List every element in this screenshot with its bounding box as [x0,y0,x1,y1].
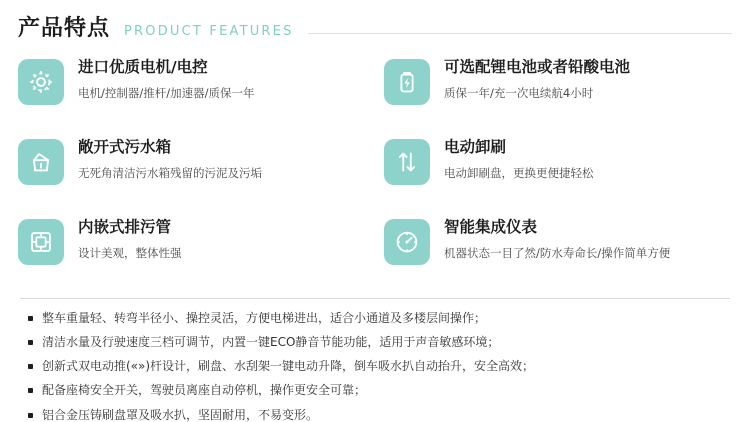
list-item: 创新式双电动推(«»)杆设计，刷盘、水刮架一键电动升降，倒车吸水扒自动抬升，安全高效； [28,359,732,374]
page-subtitle: PRODUCT FEATURES [124,25,294,38]
feature-item [18,136,366,208]
feature-description: 质保一年/充一次电续航4小时 [444,86,630,101]
feature-text [78,216,182,261]
feature-description: 电机/控制器/推杆/加速器/质保一年 [78,86,255,101]
feature-description: 设计美观，整体性强 [78,246,182,261]
feature-title: 内嵌式排污管 [78,218,182,237]
section-header [18,14,732,44]
gear-icon [18,59,64,105]
feature-text [444,56,630,101]
feature-item [18,56,366,128]
up-down-arrows-icon [384,139,430,185]
feature-title: 电动卸刷 [444,138,594,157]
section-divider [20,298,730,299]
list-item: 铝合金压铸刷盘罩及吸水扒，坚固耐用，不易变形。 [28,408,732,422]
battery-icon [384,59,430,105]
features-grid [18,56,732,288]
feature-title: 进口优质电机/电控 [78,58,255,77]
header-divider-line [308,33,732,34]
feature-item [384,56,732,128]
feature-text [444,216,670,261]
list-item: 清洁水量及行驶速度三档可调节，内置一键ECO静音节能功能，适用于声音敏感环境； [28,335,732,350]
open-tank-icon [18,139,64,185]
feature-description: 电动卸刷盘，更换更便捷轻松 [444,166,594,181]
feature-description: 机器状态一目了然/防水寿命长/操作简单方便 [444,246,670,261]
feature-title: 智能集成仪表 [444,218,670,237]
feature-text [78,136,262,181]
list-item: 配备座椅安全开关，驾驶员离座自动停机，操作更安全可靠； [28,383,732,398]
list-item: 整车重量轻、转弯半径小、操控灵活，方便电梯进出，适合小通道及多楼层间操作； [28,311,732,326]
spec-bullet-list [18,311,732,422]
gauge-icon [384,219,430,265]
feature-text [444,136,594,181]
feature-text [78,56,255,101]
feature-title: 敞开式污水箱 [78,138,262,157]
feature-description: 无死角清洁污水箱残留的污泥及污垢 [78,166,262,181]
feature-item [384,216,732,288]
feature-item [18,216,366,288]
feature-title: 可选配锂电池或者铅酸电池 [444,58,630,77]
embedded-pipe-icon [18,219,64,265]
feature-item [384,136,732,208]
page-title: 产品特点 [18,18,110,40]
